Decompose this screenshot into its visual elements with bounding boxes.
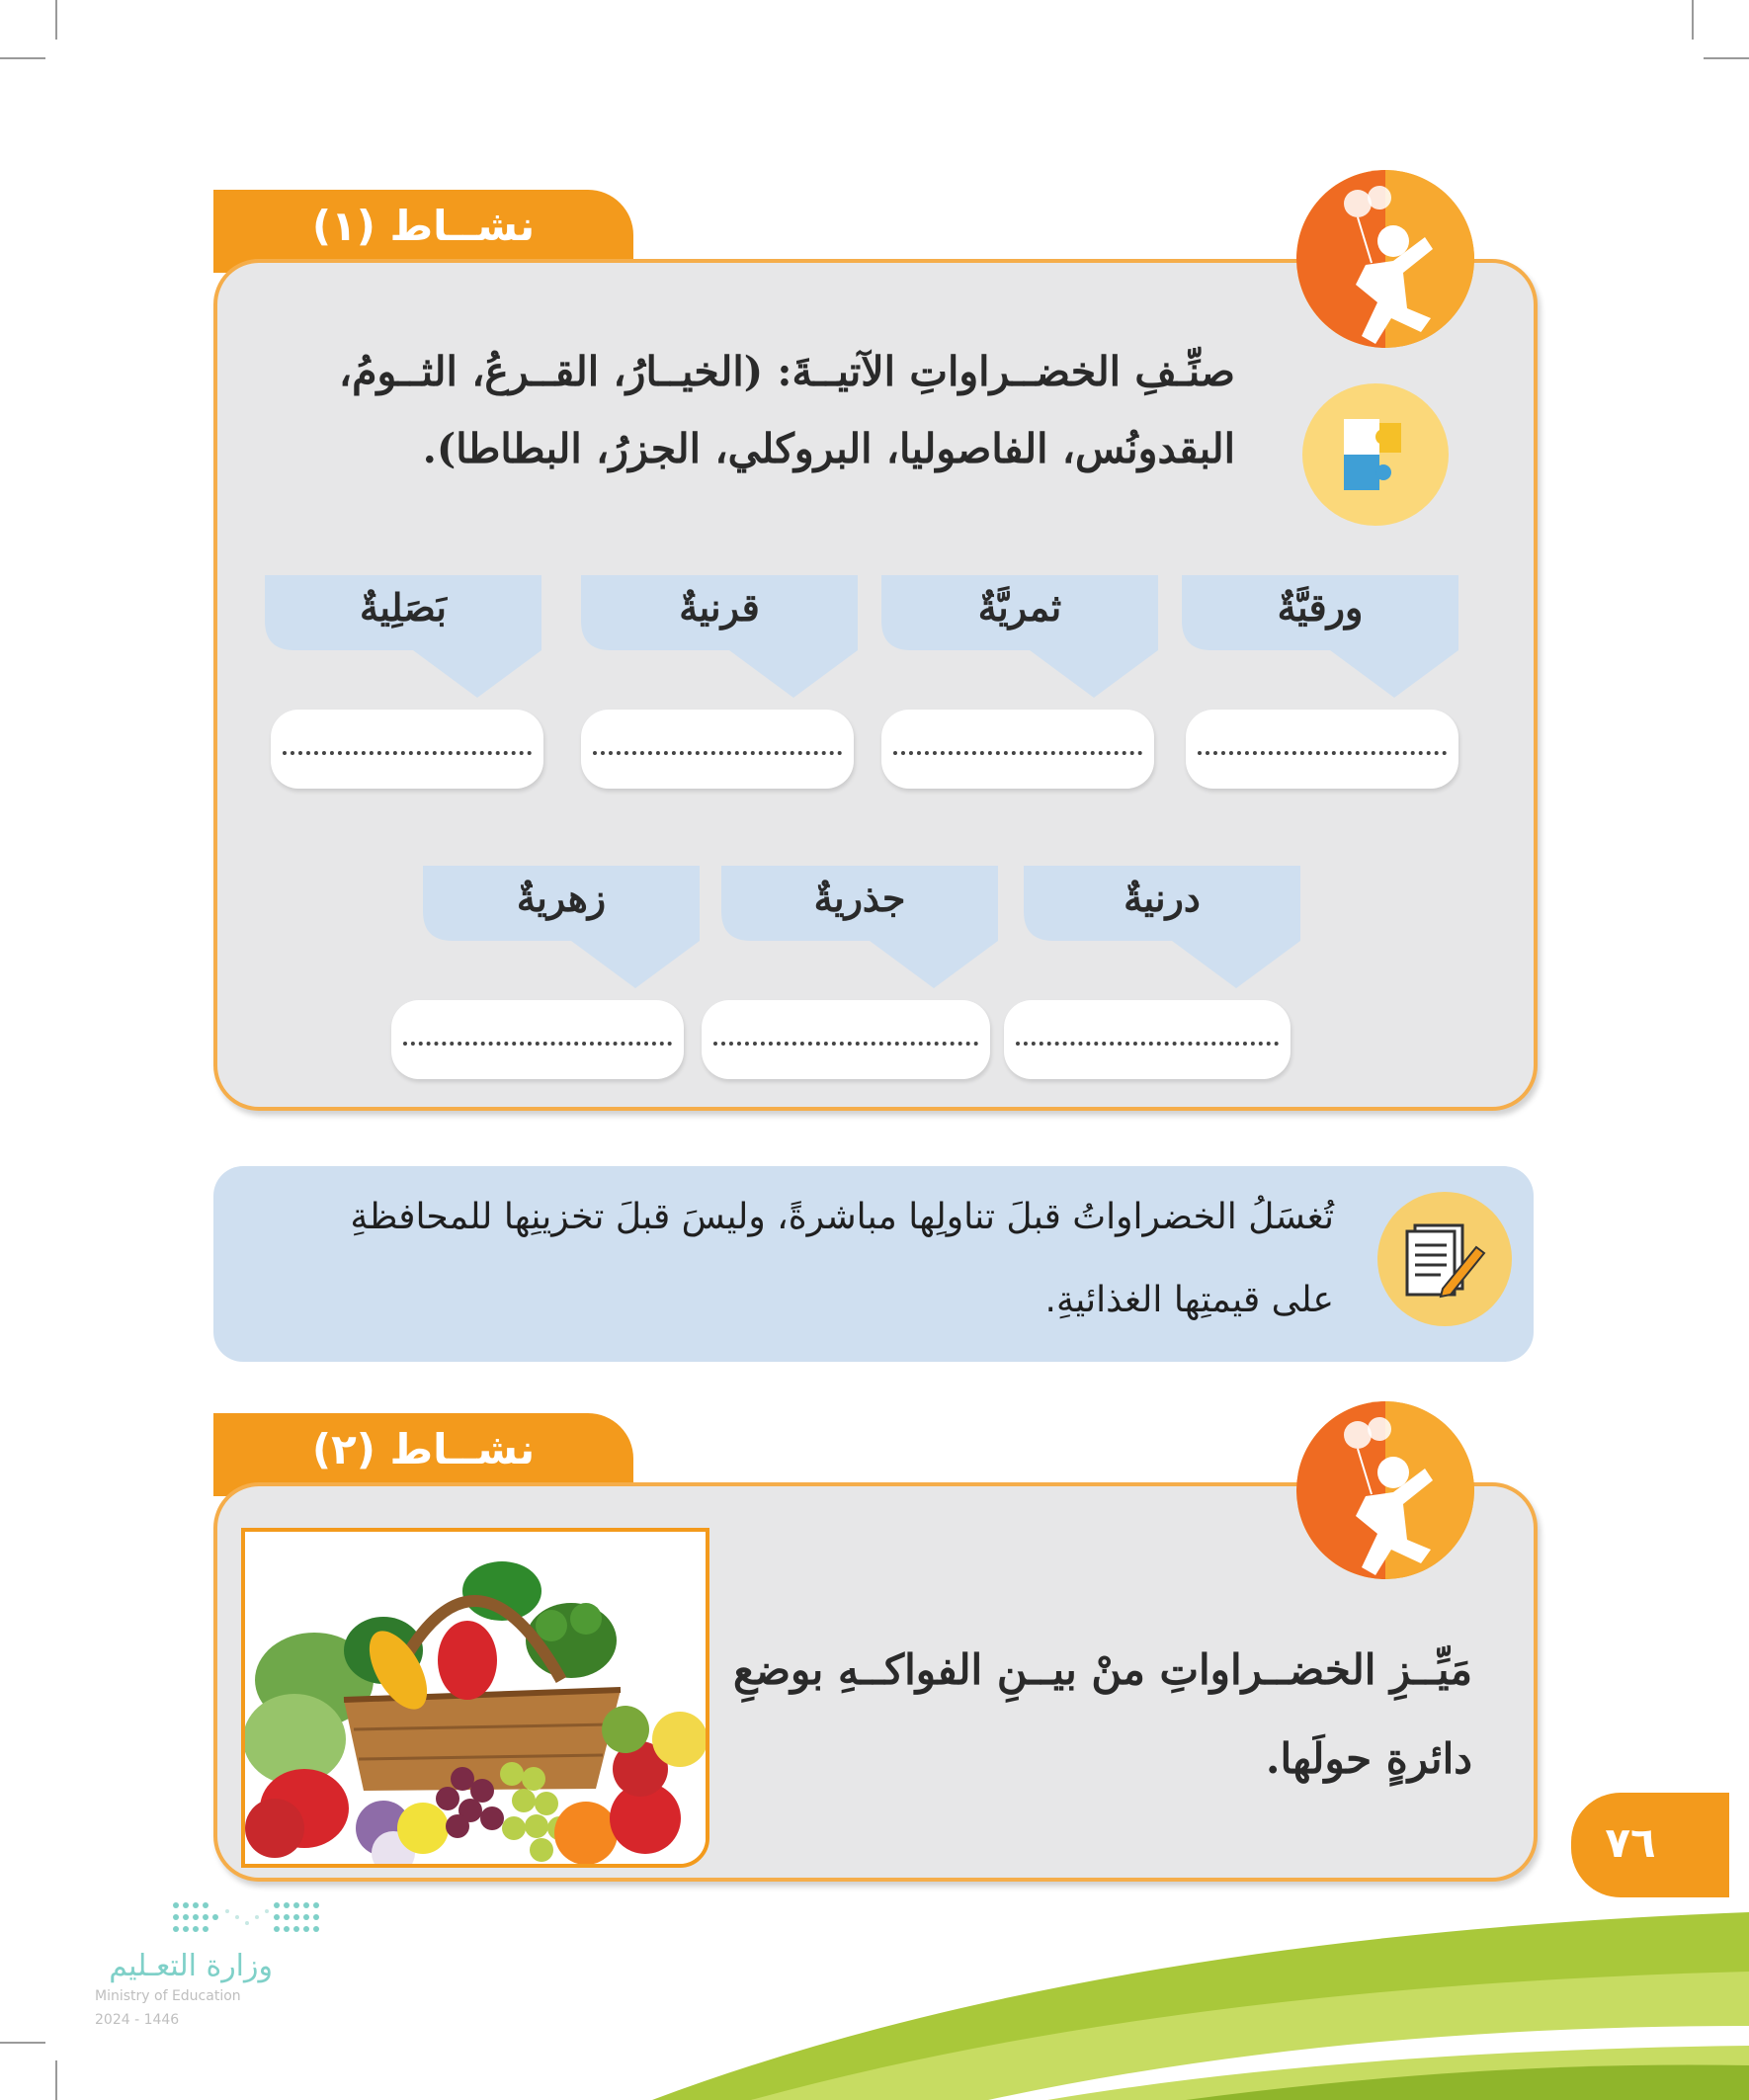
answer-field[interactable] [702, 1000, 990, 1079]
vegetable-basket-image[interactable] [241, 1528, 709, 1868]
activity-badge-icon [1296, 170, 1474, 348]
puzzle-icon [1302, 383, 1449, 526]
crop-mark [1704, 57, 1749, 59]
category-label: جذريةٌ [813, 876, 906, 920]
category-bubble [1024, 866, 1300, 988]
crop-mark [55, 0, 57, 40]
answer-field[interactable] [391, 1000, 684, 1079]
answer-field[interactable] [271, 710, 543, 789]
ministry-name-arabic: وزارة التعـليم [109, 1949, 273, 1983]
activity-2-title: نشــاط (٢) [311, 1425, 536, 1473]
answer-field[interactable] [881, 710, 1154, 789]
category-label: بَصَلِيةٌ [360, 585, 447, 630]
activity-1-instruction-line-2: البقدونُس، الفاصوليا، البروكلي، الجزرُ، البطاطا). [422, 425, 1235, 472]
notes-icon [1377, 1192, 1512, 1326]
category-bubble [881, 575, 1158, 698]
category-label: درنيةٌ [1124, 876, 1201, 920]
category-label: ثمريَّةٌ [977, 585, 1062, 630]
activity-badge-icon [1296, 1401, 1474, 1579]
activity-2-instruction-line-2: دائرةٍ حولَها. [1265, 1734, 1472, 1783]
category-label: ورقيَّةٌ [1277, 585, 1364, 630]
category-label: زهريةٌ [516, 876, 607, 920]
answer-field[interactable] [581, 710, 854, 789]
activity-1-title: نشــاط (١) [311, 202, 536, 250]
category-bubble [721, 866, 998, 988]
ministry-name-english: Ministry of Education [95, 1988, 241, 2004]
answer-field[interactable] [1004, 1000, 1291, 1079]
note-line-1: تُغسَلُ الخضراواتُ قبلَ تناولِها مباشرةً، وليسَ قبلَ تخزينِها للمحافظةِ [350, 1197, 1334, 1237]
category-bubble [1182, 575, 1458, 698]
activity-2-instruction-line-1: مَيِّــزِ الخضــراواتِ منْ بيــنِ الفواكــهِ بوضعِ [732, 1645, 1472, 1694]
category-bubble [581, 575, 858, 698]
ministry-year: 2024 - 1446 [95, 2012, 180, 2028]
ministry-logo-dots [168, 1897, 326, 1939]
category-bubble [265, 575, 541, 698]
crop-mark [0, 57, 45, 59]
page-number: ٧٦ [1605, 1818, 1656, 1867]
note-line-2: على قيمتِها الغذائيةِ. [1044, 1280, 1334, 1320]
crop-mark [1692, 0, 1694, 40]
activity-1-instruction-line-1: صنِّـفِ الخضــراواتِ الآتيــةَ: (الخيــارُ، القــرعُ، الثــومُ، [338, 348, 1235, 395]
answer-field[interactable] [1186, 710, 1458, 789]
category-bubble [423, 866, 700, 988]
category-label: قرنيةٌ [679, 585, 760, 630]
